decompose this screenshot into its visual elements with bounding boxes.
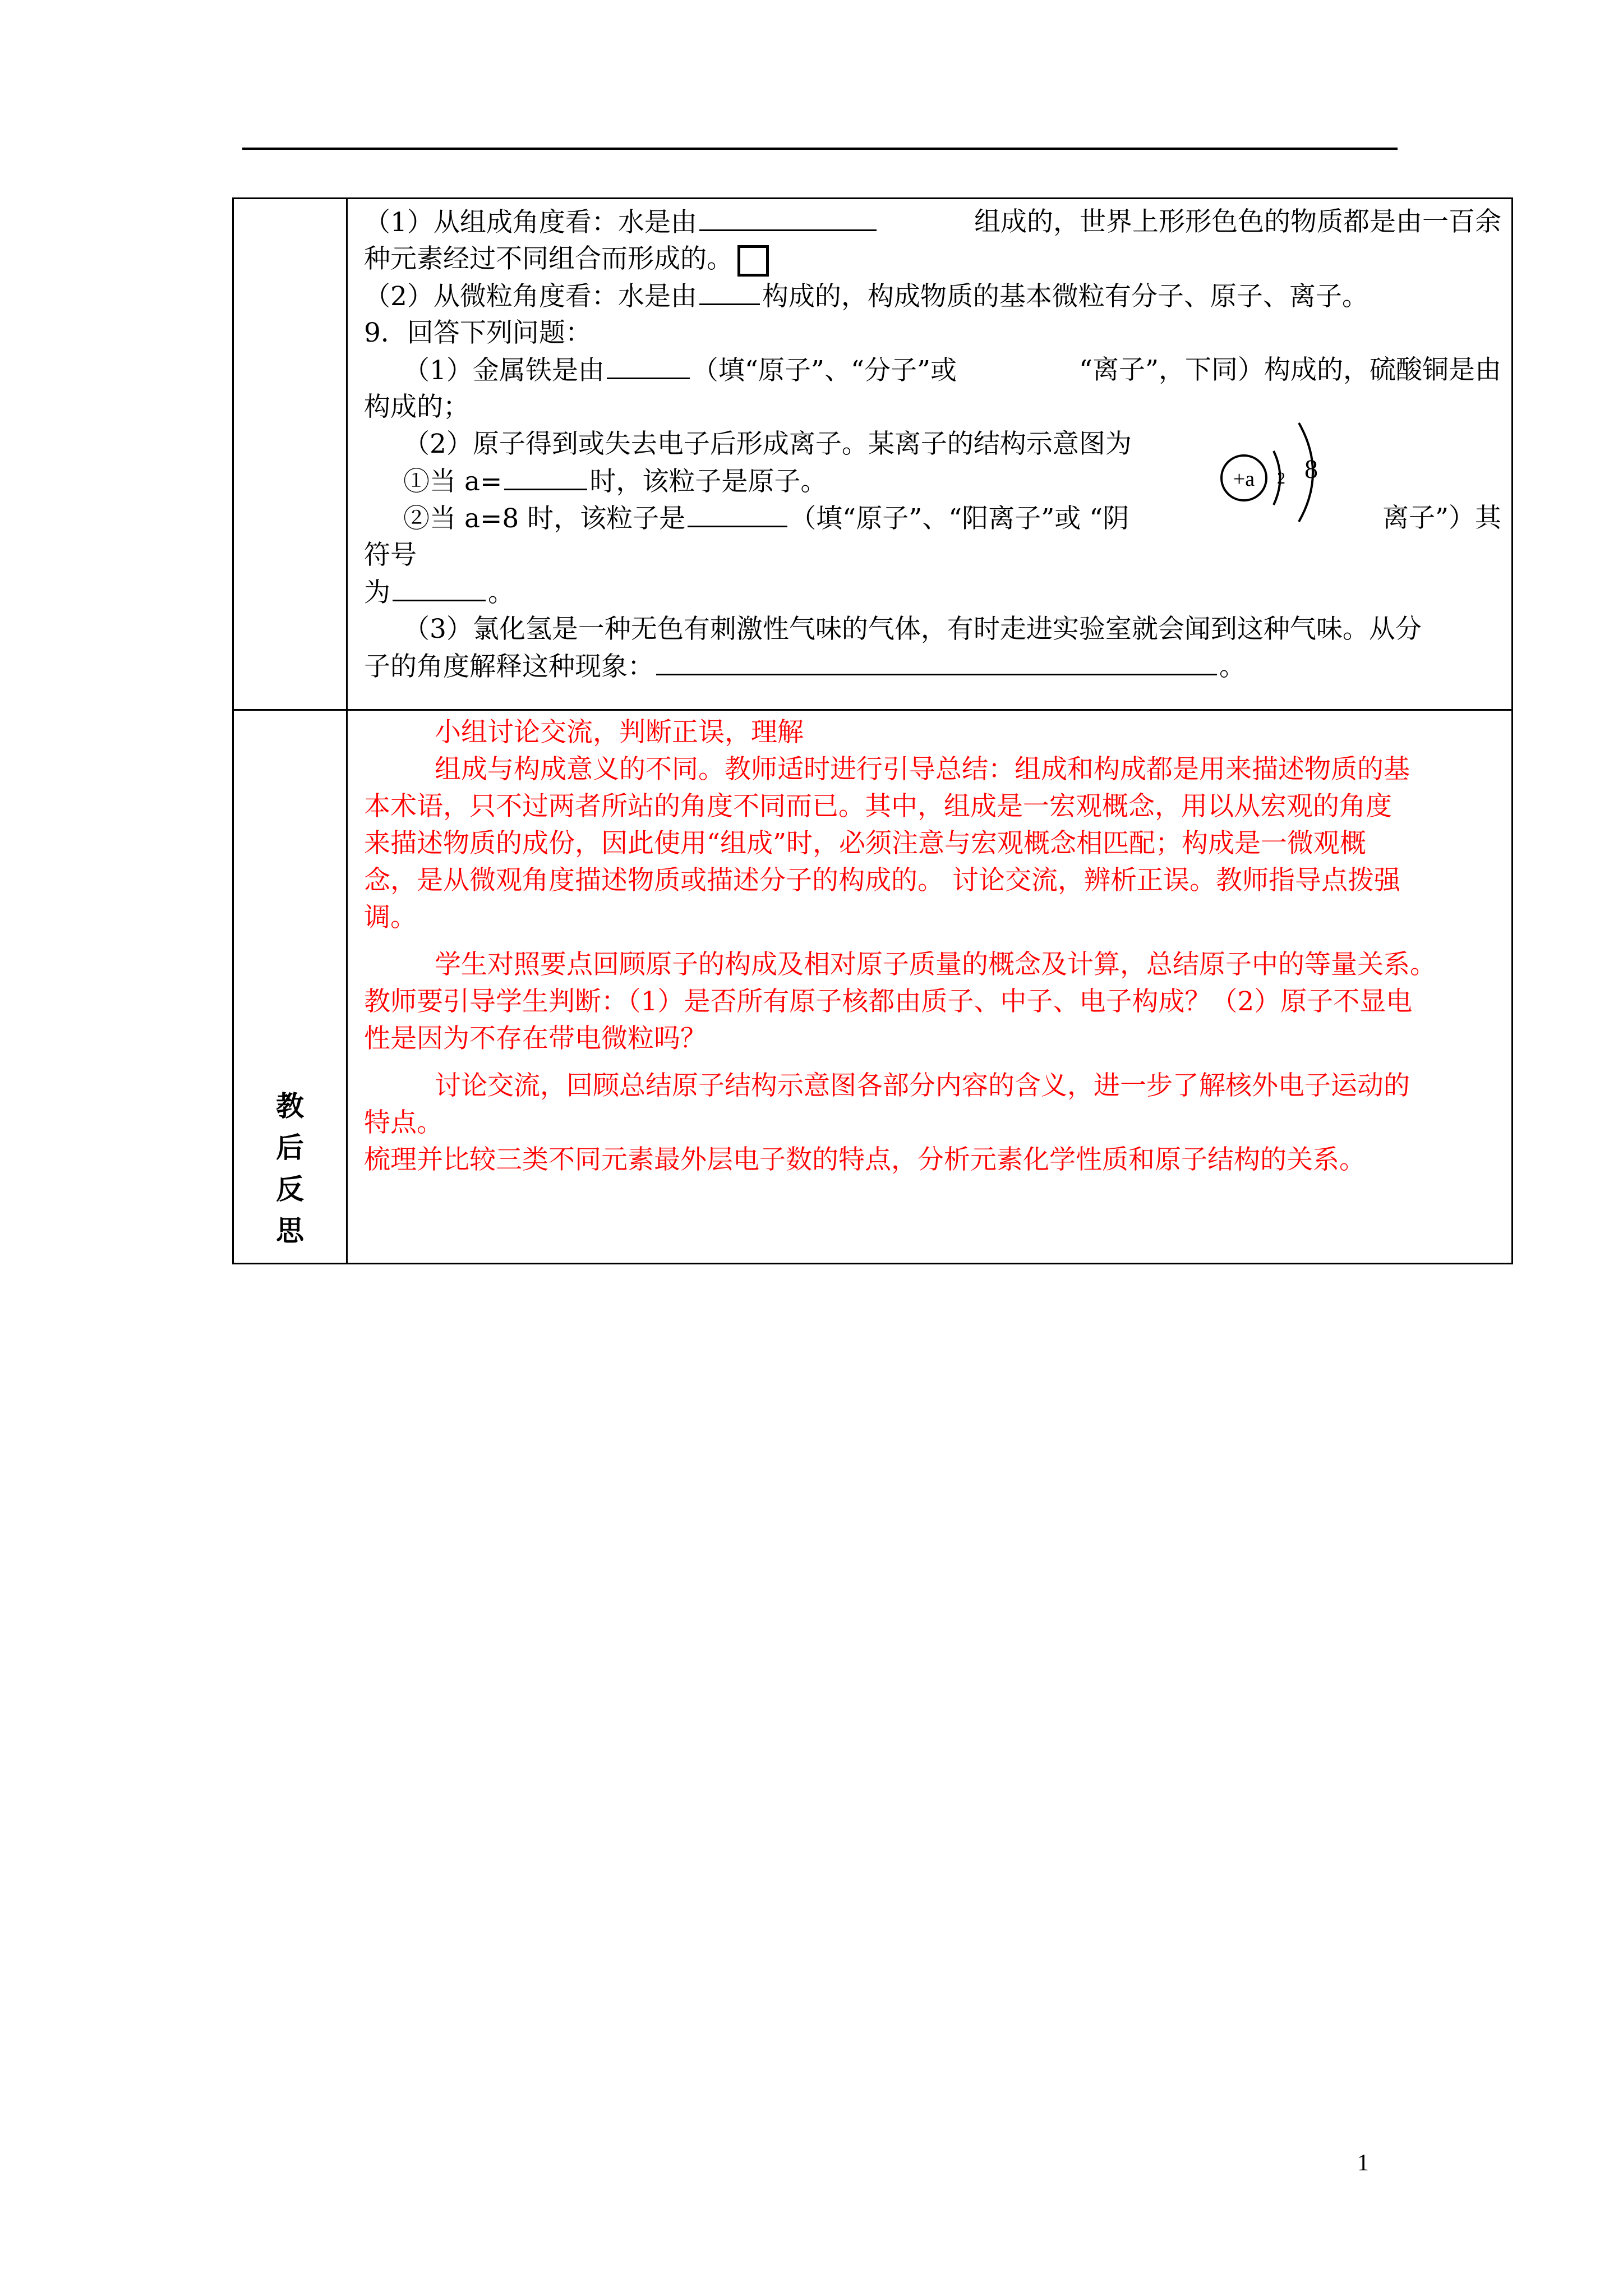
label-char: 教 [276, 1090, 304, 1122]
text-line [364, 611, 1501, 648]
label-char: 反 [276, 1173, 304, 1205]
text-segment: 。 [488, 577, 514, 608]
text-line [364, 946, 1501, 983]
text-line [364, 1105, 1501, 1142]
text-segment: 来描述物质的成份，因此使用“组成”时，必须注意与宏观概念相匹配；构成是一微观概 [364, 828, 1367, 859]
text-line [364, 1020, 1501, 1057]
page-number: 1 [1357, 2150, 1369, 2176]
text-line [364, 788, 1501, 825]
text-segment: 学生对照要点回顾原子的构成及相对原子质量的概念及计算，总结原子中的等量关系。 [435, 949, 1436, 980]
text-segment: 教师要引导学生判断：（1）是否所有原子核都由质子、中子、电子构成？（2）原子不显电 [364, 986, 1413, 1017]
text-segment: 组成与构成意义的不同。教师适时进行引导总结：组成和构成都是用来描述物质的基 [435, 754, 1410, 785]
header-rule [242, 148, 1398, 150]
text-line [364, 352, 1501, 389]
text-segment: 种元素经过不同组合而形成的。 [364, 243, 733, 274]
text-segment: 符号 [364, 540, 417, 570]
text-segment: （2）从微粒角度看：水是由 [364, 281, 697, 312]
label-char: 后 [276, 1131, 304, 1164]
text-line [364, 315, 1501, 352]
text-line [364, 825, 1501, 862]
shell2-electrons: 8 [1304, 454, 1318, 484]
text-line [364, 899, 1501, 936]
answer-blank[interactable] [393, 574, 486, 601]
text-line [364, 241, 1501, 278]
text-segment: （2）原子得到或失去电子后形成离子。某离子的结构示意图为 [403, 429, 1132, 459]
text-segment: （填“原子”、“分子”或 [691, 355, 957, 386]
reflection-cell [364, 714, 1501, 1179]
text-line [364, 278, 1501, 315]
text-line [364, 862, 1501, 899]
text-segment: 构成的； [364, 392, 469, 422]
answer-blank[interactable] [699, 204, 877, 231]
text-segment: 调。 [364, 902, 417, 933]
text-line [364, 751, 1501, 788]
lesson-table [232, 197, 1513, 1264]
text-segment: 性是因为不存在带电微粒吗？ [364, 1023, 707, 1054]
text-segment: 时，该粒子是原子。 [589, 466, 827, 497]
text-segment: 。 [1219, 651, 1246, 682]
text-line [364, 1068, 1501, 1105]
text-line [364, 714, 1501, 751]
label-char: 思 [276, 1214, 304, 1247]
text-segment: 特点。 [364, 1107, 443, 1138]
text-segment: （3）氯化氢是一种无色有刺激性气味的气体，有时走进实验室就会闻到这种气味。从分 [403, 614, 1422, 645]
text-segment: 梳理并比较三类不同元素最外层电子数的特点，分析元素化学性质和原子结构的关系。 [364, 1144, 1366, 1175]
text-segment: ①当 a= [403, 466, 502, 497]
text-segment: 念，是从微观角度描述物质或描述分子的构成的。 讨论交流，辨析正误。教师指导点拨强 [364, 865, 1400, 896]
text-line [364, 983, 1501, 1020]
text-segment: 离子”）其 [1382, 503, 1501, 533]
answer-blank[interactable] [656, 648, 1217, 675]
shell1-electrons: 2 [1277, 469, 1285, 487]
text-line [364, 648, 1501, 685]
reflection-label [234, 1085, 346, 1251]
question-heading: 9．回答下列问题： [364, 318, 592, 348]
text-segment: “离子”，下同）构成的，硫酸铜是由 [1078, 355, 1501, 385]
nucleus-charge: +a [1233, 467, 1255, 491]
answer-blank[interactable] [504, 463, 587, 490]
column-divider [346, 199, 348, 1263]
checkbox[interactable] [737, 245, 769, 277]
text-line [364, 204, 1501, 241]
text-segment: 本术语，只不过两者所站的角度不同而已。其中，组成是一宏观概念，用以从宏观的角度 [364, 791, 1392, 822]
text-line [364, 574, 1501, 611]
text-segment: 组成的，世界上形形色色的物质都是由一百余 [974, 206, 1501, 237]
text-segment: “阴 [1089, 503, 1129, 534]
text-line [364, 1142, 1501, 1179]
row-divider [234, 709, 1511, 711]
answer-blank[interactable] [688, 500, 787, 527]
text-segment: 为 [364, 577, 390, 608]
text-segment: （1）金属铁是由 [403, 355, 605, 386]
text-segment: ②当 a=8 时，该粒子是 [403, 503, 686, 534]
ion-structure-diagram [1215, 416, 1361, 523]
text-segment: 讨论交流，回顾总结原子结构示意图各部分内容的含义，进一步了解核外电子运动的 [435, 1070, 1410, 1101]
text-segment: 子的角度解释这种现象： [364, 651, 654, 682]
answer-blank[interactable] [699, 278, 760, 305]
text-segment: 构成的，构成物质的基本微粒有分子、原子、离子。 [762, 281, 1368, 312]
text-segment: （填“原子”、“阳离子”或 [790, 503, 1081, 534]
text-segment: （1）从组成角度看：水是由 [364, 207, 697, 238]
text-segment: 小组讨论交流，判断正误，理解 [435, 717, 804, 748]
answer-blank[interactable] [607, 352, 690, 379]
text-line [364, 537, 1501, 574]
